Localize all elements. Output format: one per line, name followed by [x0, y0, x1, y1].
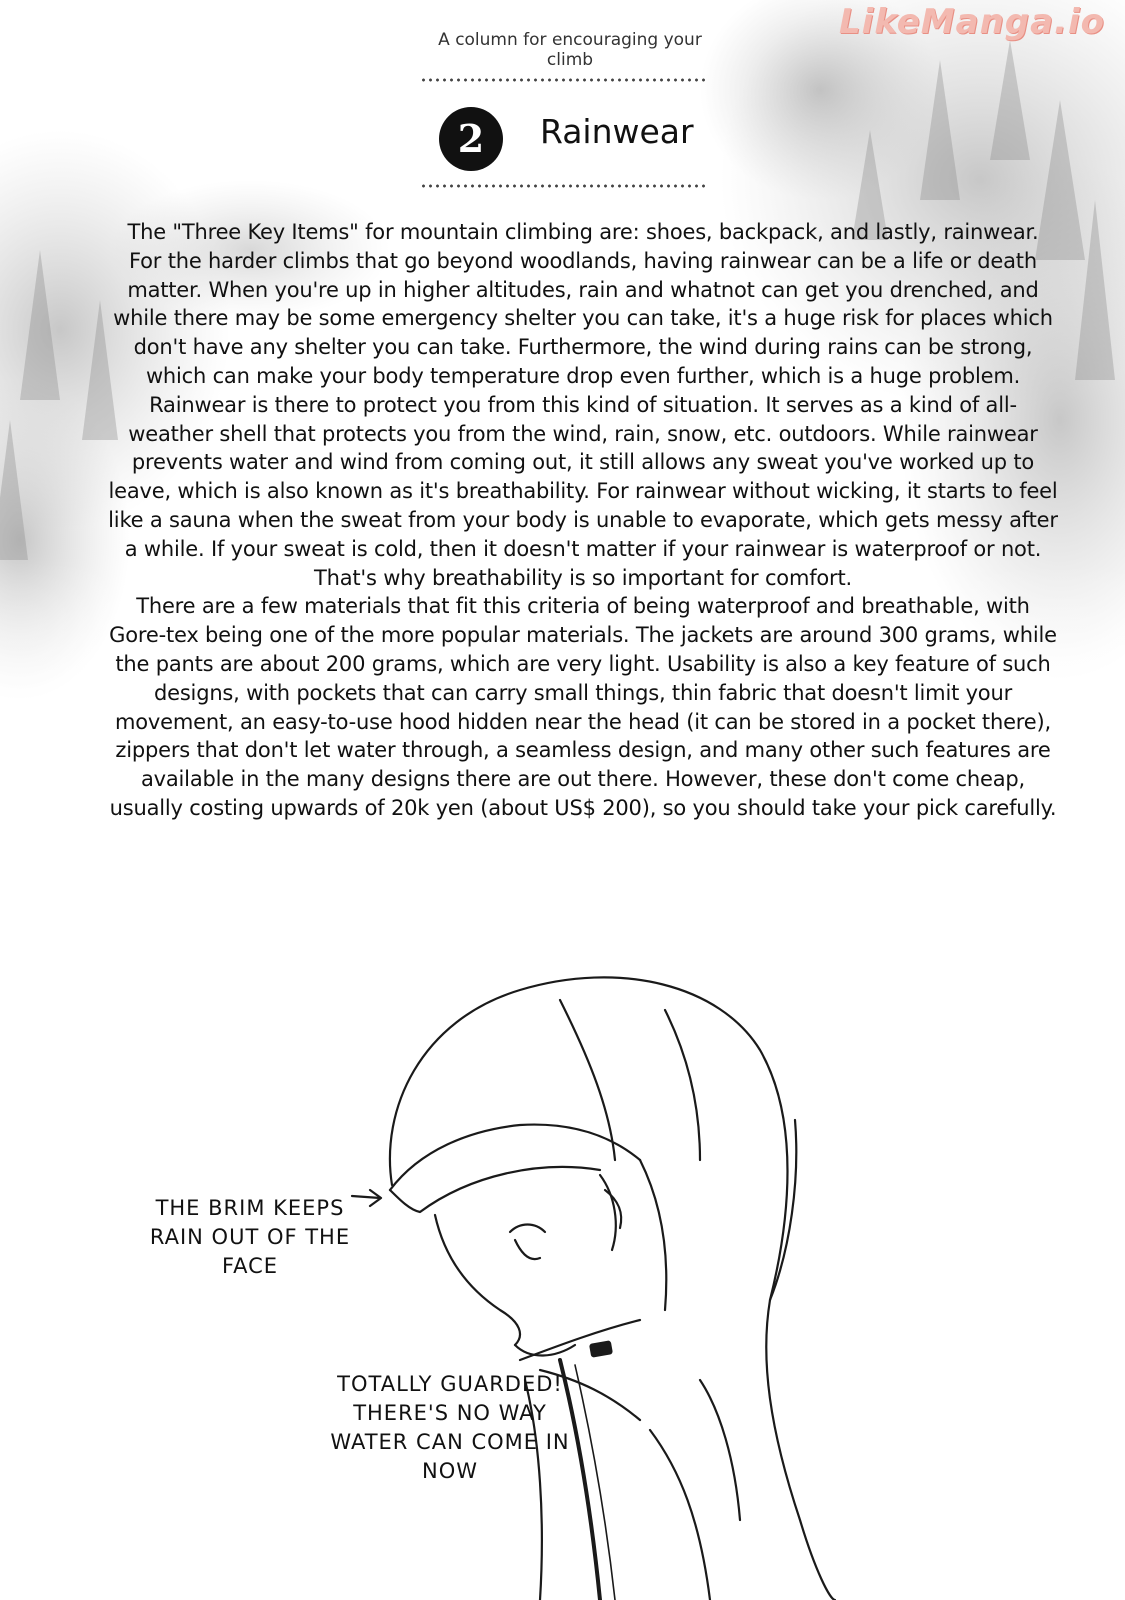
caption-totally-guarded: TOTALLY GUARDED! THERE'S NO WAY WATER CAN COME IN NOW: [330, 1372, 570, 1483]
paragraph-intro: The "Three Key Items" for mountain climbing are: shoes, backpack, and lastly, rainwear.: [127, 220, 1039, 244]
paragraph-rainwear-importance: For the harder climbs that go beyond woodlands, having rainwear can be a life or death matter. When you're up in higher altitudes, rain and whatnot can get you drenched, and while there may be some emergency shelter you can take, it's a huge risk for places which don't have any shelter you can take. Furthermore, the wind during rains can be strong, which can make your body temperature drop even further, which is a huge problem. Rainwear is there to protect you from this kind of situation. It serves as a kind of all-weather shell that protects you from the wind, rain, snow, etc. outdoors. While rainwear prevents water and wind from coming out, it still allows any sweat you've worked up to leave, which is also known as it's breathability. For rainwear without wicking, it starts to feel like a sauna when the sweat from your body is unable to evaporate, which gets messy after a while. If your sweat is cold, then it doesn't matter if your rainwear is waterproof or not. That's why breathability is so important for comfort.: [108, 248, 1058, 590]
column-subtitle: A column for encouraging your climb: [438, 30, 702, 70]
paragraph-materials: There are a few materials that fit this criteria of being waterproof and breathable, with Gore-tex being one of the more popular materials. The jackets are around 300 grams, while the pants are about 200 grams, which are very light. Usability is also a key feature of such designs, with pockets that can carry small things, thin fabric that doesn't limit your movement, an easy-to-use hood hidden near the head (it can be stored in a pocket there), zippers that don't let water through, a seamless design, and many other such features are available in the many designs there are out there. However, these don't come cheap, usually costing upwards of 20k yen (about US$ 200), so you should take your pick carefully.: [109, 594, 1057, 820]
caption-brim: THE BRIM KEEPS RAIN OUT OF THE FACE: [149, 1196, 351, 1278]
column-title: Rainwear: [540, 112, 694, 151]
site-watermark: LikeManga.io: [839, 2, 1105, 42]
column-number-badge: 2: [439, 107, 503, 171]
